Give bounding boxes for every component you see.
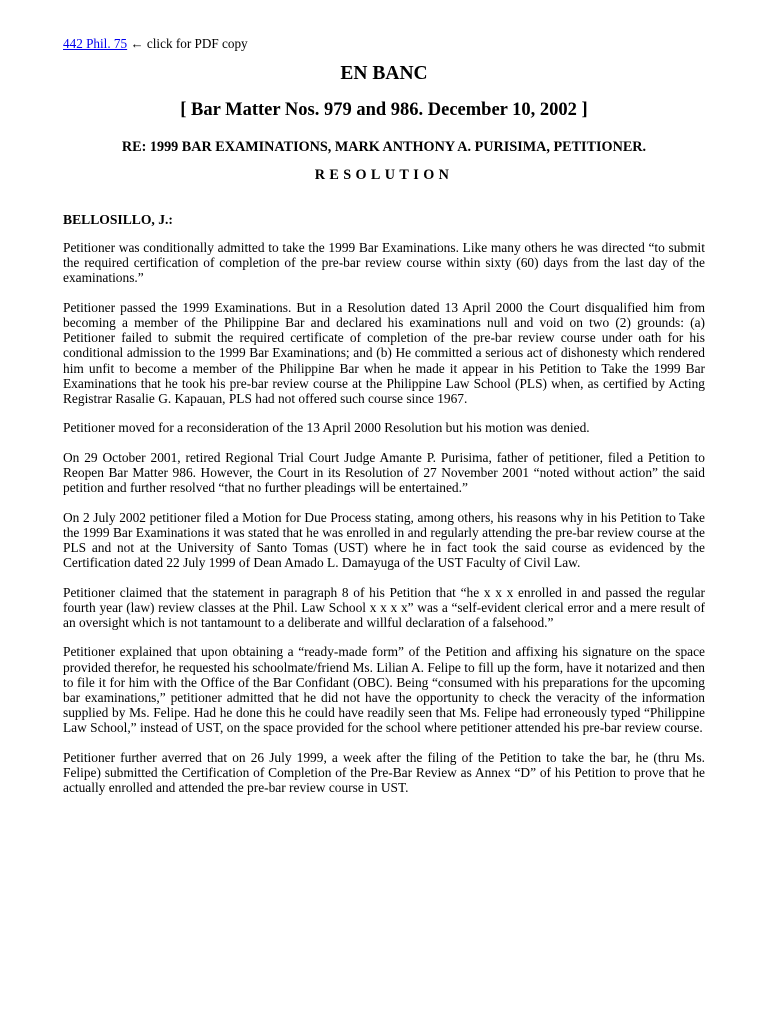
source-line	[63, 34, 705, 54]
court-division-heading: EN BANC	[340, 63, 428, 84]
paragraph: Petitioner moved for a reconsideration of the 13 April 2000 Resolution but his motion was denied.	[63, 420, 590, 436]
paragraph: On 29 October 2001, retired Regional Trial Court Judge Amante P. Purisima, father of petitioner, filed a Petition to Reopen Bar Matter 986. However, the Court in its Resolution of 27 November 2001 “noted without action” the said petition and further resolved “that no further pleadings will be entertained.”	[63, 449, 705, 496]
paragraph: Petitioner further averred that on 26 July 1999, a week after the filing of the Petition to take the bar, he (thru Ms. Felipe) submitted the Certification of Completion of the Pre-Bar Review as Annex “D” of his Petition to prove that he actually enrolled and attended the pre-bar review course in UST.	[63, 749, 705, 796]
pdf-citation-link[interactable]: 442 Phil. 75	[63, 36, 128, 51]
ponente: BELLOSILLO, J.:	[63, 212, 173, 227]
paragraph: Petitioner was conditionally admitted to take the 1999 Bar Examinations. Like many others he was directed “to submit the required certification of completion of the pre-bar review course within sixty (60) days from the last day of the examinations.”	[63, 240, 705, 286]
paragraph: Petitioner passed the 1999 Examinations. But in a Resolution dated 13 April 2000 the Court disqualified him from becoming a member of the Philippine Bar and declared his examinations null and void on two (2) grounds: (a) Petitioner failed to submit the required certificate of completion of the pre-bar review course under oath for his conditional admission to the 1999 Bar Examinations; and (b) He committed a serious act of dishonesty which rendered him unfit to become a member of the Philippine Bar when he made it appear in his Petition to Take the 1999 Bar Examinations that he took his pre-bar review course at the Philippine Law School (PLS) when, as certified by Acting Registrar Rasalie G. Kapauan, PLS had not offered such course since 1967.	[63, 299, 705, 407]
pdf-link-hint: ← click for PDF copy	[127, 36, 248, 51]
case-number-heading: [ Bar Matter Nos. 979 and 986. December 10, 2002 ]	[180, 100, 588, 120]
paragraph: Petitioner claimed that the statement in paragraph 8 of his Petition that “he x x x enrolled in and passed the regular fourth year (law) review classes at the Phil. Law School x x x x” was a “self-evident clerical error and a mere result of an oversight which is not tantamount to a deliberate and willful declaration of a falsehood.”	[63, 584, 705, 630]
case-title: RE: 1999 BAR EXAMINATIONS, MARK ANTHONY A. PURISIMA, PETITIONER.	[121, 139, 647, 155]
paragraph: On 2 July 2002 petitioner filed a Motion for Due Process stating, among others, his reasons why in his Petition to Take the 1999 Bar Examinations it was stated that he was enrolled in and regularly attending the pre-bar review course at the PLS and not at the University of Santo Tomas (UST) where he in fact took the said course as evidenced by the Certification dated 22 July 1999 of Dean Amado L. Damayuga of the UST Faculty of Civil Law.	[63, 509, 705, 571]
paragraph: Petitioner explained that upon obtaining a “ready-made form” of the Petition and affixing his signature on the space provided therefor, he requested his schoolmate/friend Ms. Lilian A. Felipe to fill up the form, have it notarized and then to file it for him with the Office of the Bar Confidant (OBC). Being “consumed with his preparations for the upcoming bar examinations,” petitioner admitted that he did not have the opportunity to check the veracity of the information supplied by Ms. Felipe. Had he done this he could have readily seen that Ms. Felipe had erroneously typed “Philippine Law School,” instead of UST, on the space provided for the school where petitioner attended his pre-bar review course.	[63, 644, 705, 736]
document-type-heading: RESOLUTION	[314, 167, 454, 183]
